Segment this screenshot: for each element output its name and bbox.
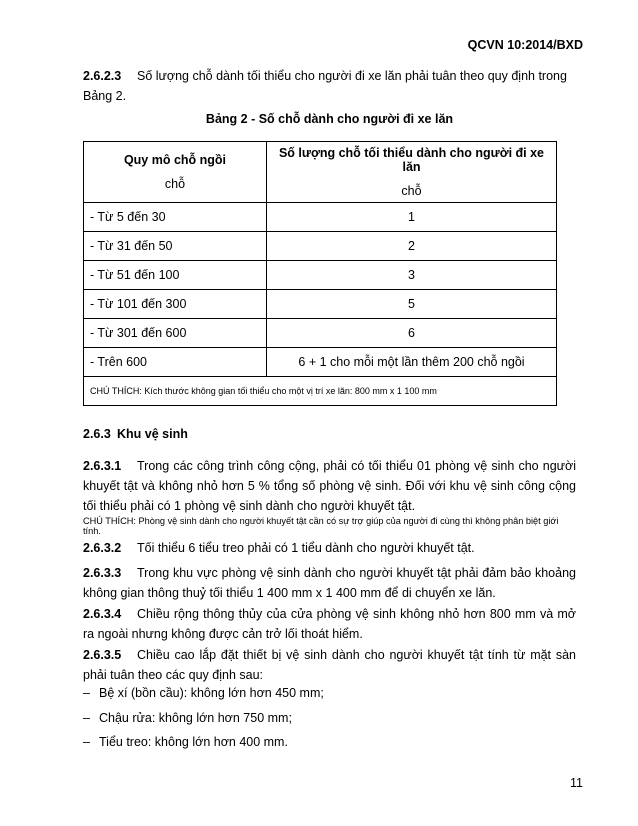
clause-text: Trong các công trình công cộng, phải có tối thiểu 01 phòng vệ sinh cho người khuyết tật và không nhỏ hơn 5 % tổng số phòng vệ sinh. Đối với khu vệ sinh công cộng tối thiểu phải có 1 phòng vệ sinh dành cho người khuyết tật. bbox=[83, 459, 576, 513]
table-header-row bbox=[84, 142, 557, 203]
list-dash: – bbox=[83, 735, 90, 749]
header-cell-seating bbox=[84, 142, 267, 203]
paragraph-2-6-3-2 bbox=[83, 538, 576, 558]
list-item-text: Chậu rửa: không lớn hơn 750 mm; bbox=[99, 711, 292, 725]
section-heading-2-6-3 bbox=[83, 427, 188, 441]
clause-number: 2.6.3.5 bbox=[83, 648, 122, 662]
note-2-6-3-1: CHÚ THÍCH: Phòng vệ sinh dành cho người khuyết tật cần có sự trợ giúp của người đi cùng thì không phân biệt giới tính. bbox=[83, 516, 559, 536]
list-dash: – bbox=[83, 711, 90, 725]
table-note-row bbox=[84, 377, 557, 406]
list-item bbox=[83, 711, 292, 725]
range-cell: - Từ 101 đến 300 bbox=[84, 290, 267, 319]
table-row bbox=[84, 203, 557, 232]
range-cell: - Từ 51 đến 100 bbox=[84, 261, 267, 290]
table-row bbox=[84, 261, 557, 290]
clause-text: Trong khu vực phòng vệ sinh dành cho người khuyết tật phải đảm bảo khoảng không gian thông thuỷ tối thiểu 1 400 mm x 1 400 mm để di chuyển xe lăn. bbox=[83, 566, 576, 600]
clause-text: Chiều rộng thông thủy của cửa phòng vệ sinh không nhỏ hơn 800 mm và mở ra ngoài nhưng không được cản trở lối thoát hiểm. bbox=[83, 607, 576, 641]
clause-number: 2.6.2.3 bbox=[83, 69, 122, 83]
value-cell: 6 bbox=[267, 319, 557, 348]
range-cell: - Từ 301 đến 600 bbox=[84, 319, 267, 348]
section-number: 2.6.3 bbox=[83, 427, 111, 441]
clause-text: Số lượng chỗ dành tối thiểu cho người đi xe lăn phải tuân theo quy định trong Bảng 2. bbox=[83, 69, 567, 103]
clause-number: 2.6.3.2 bbox=[83, 541, 122, 555]
paragraph-2-6-3-4 bbox=[83, 604, 576, 644]
value-cell: 5 bbox=[267, 290, 557, 319]
header-cell-min-wheelchair bbox=[267, 142, 557, 203]
list-dash: – bbox=[83, 686, 90, 700]
column-unit: chỗ bbox=[401, 184, 422, 198]
wheelchair-seats-table bbox=[83, 141, 557, 406]
clause-text: Chiều cao lắp đặt thiết bị vệ sinh dành cho người khuyết tật tính từ mặt sàn phải tuân theo các quy định sau: bbox=[83, 648, 576, 682]
column-title: Quy mô chỗ ngồi bbox=[123, 153, 227, 167]
list-item bbox=[83, 686, 324, 700]
table-row bbox=[84, 232, 557, 261]
table-row bbox=[84, 290, 557, 319]
table-caption: Bảng 2 - Số chỗ dành cho người đi xe lăn bbox=[205, 112, 454, 126]
clause-number: 2.6.3.1 bbox=[83, 459, 122, 473]
value-cell: 3 bbox=[267, 261, 557, 290]
value-cell: 6 + 1 cho mỗi một lần thêm 200 chỗ ngồi bbox=[267, 348, 557, 377]
column-unit: chỗ bbox=[164, 177, 186, 191]
paragraph-2-6-3-5 bbox=[83, 645, 576, 685]
list-item-text: Bệ xí (bồn cầu): không lớn hơn 450 mm; bbox=[99, 686, 324, 700]
table-row bbox=[84, 319, 557, 348]
paragraph-2-6-3-1 bbox=[83, 456, 576, 516]
standard-code-header: QCVN 10:2014/BXD bbox=[467, 38, 583, 52]
table-note: CHÚ THÍCH: Kích thước không gian tối thiểu cho một vị trí xe lăn: 800 mm x 1 100 mm bbox=[84, 377, 557, 406]
list-item-text: Tiểu treo: không lớn hơn 400 mm. bbox=[99, 735, 288, 749]
value-cell: 2 bbox=[267, 232, 557, 261]
page-number: 11 bbox=[570, 776, 583, 790]
section-title: Khu vệ sinh bbox=[117, 427, 188, 441]
range-cell: - Từ 31 đến 50 bbox=[84, 232, 267, 261]
paragraph-2-6-3-3 bbox=[83, 563, 576, 603]
table-row bbox=[84, 348, 557, 377]
clause-number: 2.6.3.4 bbox=[83, 607, 122, 621]
clause-number: 2.6.3.3 bbox=[83, 566, 122, 580]
range-cell: - Từ 5 đến 30 bbox=[84, 203, 267, 232]
column-title: Số lượng chỗ tối thiểu dành cho người đi xe lăn bbox=[278, 146, 545, 174]
list-item bbox=[83, 735, 288, 749]
range-cell: - Trên 600 bbox=[84, 348, 267, 377]
value-cell: 1 bbox=[267, 203, 557, 232]
paragraph-2-6-2-3 bbox=[83, 66, 576, 106]
clause-text: Tối thiểu 6 tiểu treo phải có 1 tiểu dành cho người khuyết tật. bbox=[137, 541, 475, 555]
